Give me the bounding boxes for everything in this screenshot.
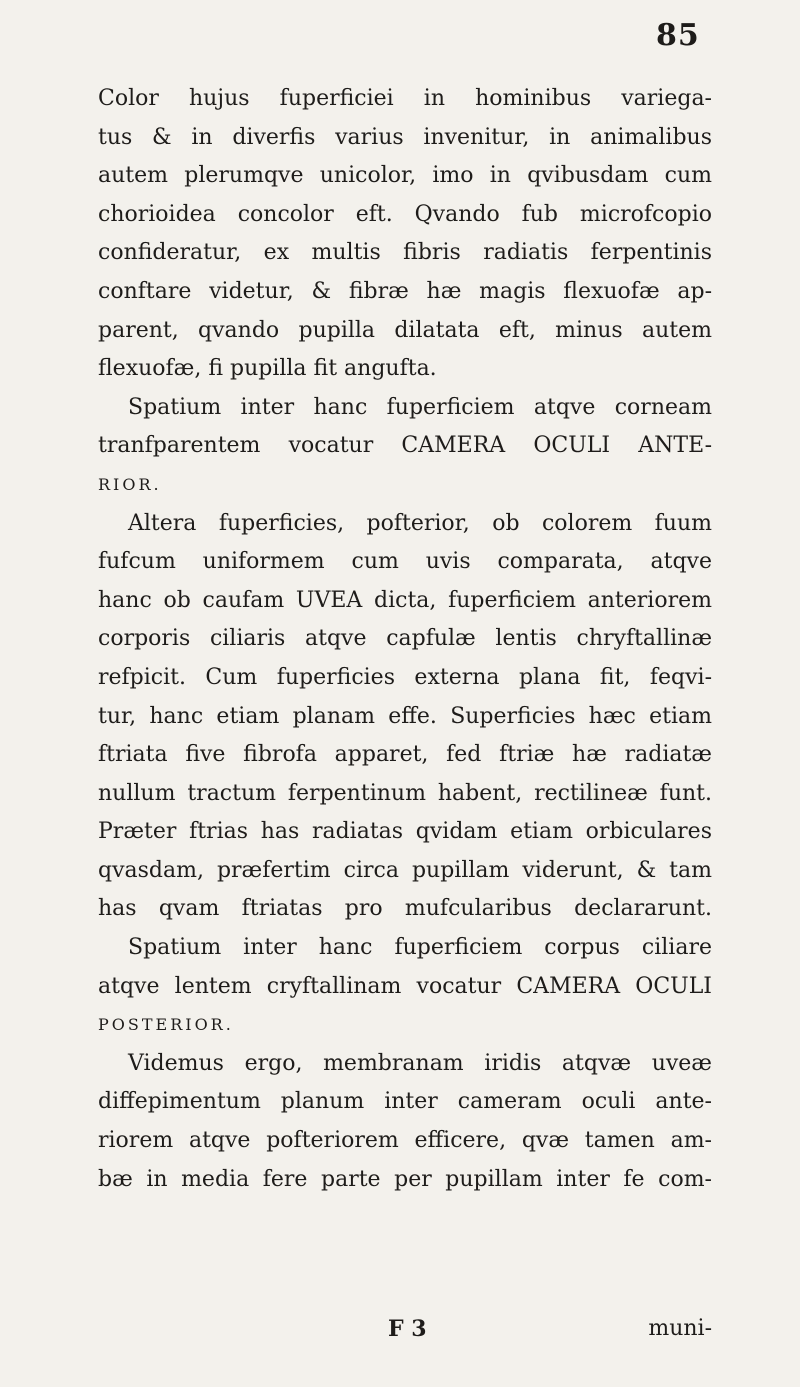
text-line: conftare videtur, & fibræ hæ magis flexuofæ ap- [98, 278, 712, 304]
text-line: parent, qvando pupilla dilatata eft, minus autem [98, 317, 712, 343]
text-line: bæ in media fere parte per pupillam inter fe com- [98, 1166, 712, 1192]
catchword: muni- [648, 1316, 712, 1341]
text-line: flexuofæ, fi pupilla fit angufta. [98, 356, 437, 382]
text-line: autem plerumqve unicolor, imo in qvibusdam cum [98, 163, 712, 189]
text-line: tus & in diverfis varius invenitur, in animalibus [98, 124, 712, 150]
text-line: qvasdam, præfertim circa pupillam viderunt, & tam [98, 857, 712, 883]
paragraph-start-line: Spatium inter hanc fuperficiem atqve corneam [128, 394, 712, 420]
text-line: POSTERIOR. [98, 1015, 234, 1035]
text-line: RIOR. [98, 474, 162, 494]
signature-mark: F 3 [388, 1316, 427, 1342]
text-line: Color hujus fuperficiei in hominibus variega- [98, 86, 712, 111]
text-line: chorioidea concolor eft. Qvando fub microfcopio [98, 201, 712, 227]
page-footer [98, 1316, 712, 1356]
paragraph-start-line: Spatium inter hanc fuperficiem corpus ciliare [128, 935, 712, 961]
text-line: ftriata five fibrofa apparet, fed ftriæ hæ radiatæ [98, 742, 712, 768]
page-number: 85 [656, 18, 700, 53]
body-text [98, 80, 712, 1199]
paragraph-start-line: Altera fuperficies, pofterior, ob colorem fuum [128, 510, 712, 536]
text-line: refpicit. Cum fuperficies externa plana fit, feqvi- [98, 664, 712, 690]
text-line: tur, hanc etiam planam effe. Superficies hæc etiam [98, 703, 712, 729]
text-line: Præter ftrias has radiatas qvidam etiam orbiculares [98, 819, 712, 845]
text-line: atqve lentem cryftallinam vocatur CAMERA OCULI [98, 973, 712, 999]
text-line: fufcum uniformem cum uvis comparata, atqve [98, 549, 712, 575]
text-line: has qvam ftriatas pro mufcularibus declararunt. [98, 896, 712, 922]
text-line: tranfparentem vocatur CAMERA OCULI ANTE- [98, 433, 712, 459]
text-line: riorem atqve pofteriorem efficere, qvæ tamen am- [98, 1128, 712, 1154]
text-line: corporis ciliaris atqve capfulæ lentis chryftallinæ [98, 626, 712, 652]
text-line: diffepimentum planum inter cameram oculi ante- [98, 1089, 712, 1115]
text-line: confideratur, ex multis fibris radiatis ferpentinis [98, 240, 712, 266]
text-line: hanc ob caufam UVEA dicta, fuperficiem anteriorem [98, 587, 712, 613]
paragraph-start-line: Videmus ergo, membranam iridis atqvæ uveæ [128, 1050, 712, 1076]
text-line: nullum tractum ferpentinum habent, rectilineæ funt. [98, 780, 712, 806]
